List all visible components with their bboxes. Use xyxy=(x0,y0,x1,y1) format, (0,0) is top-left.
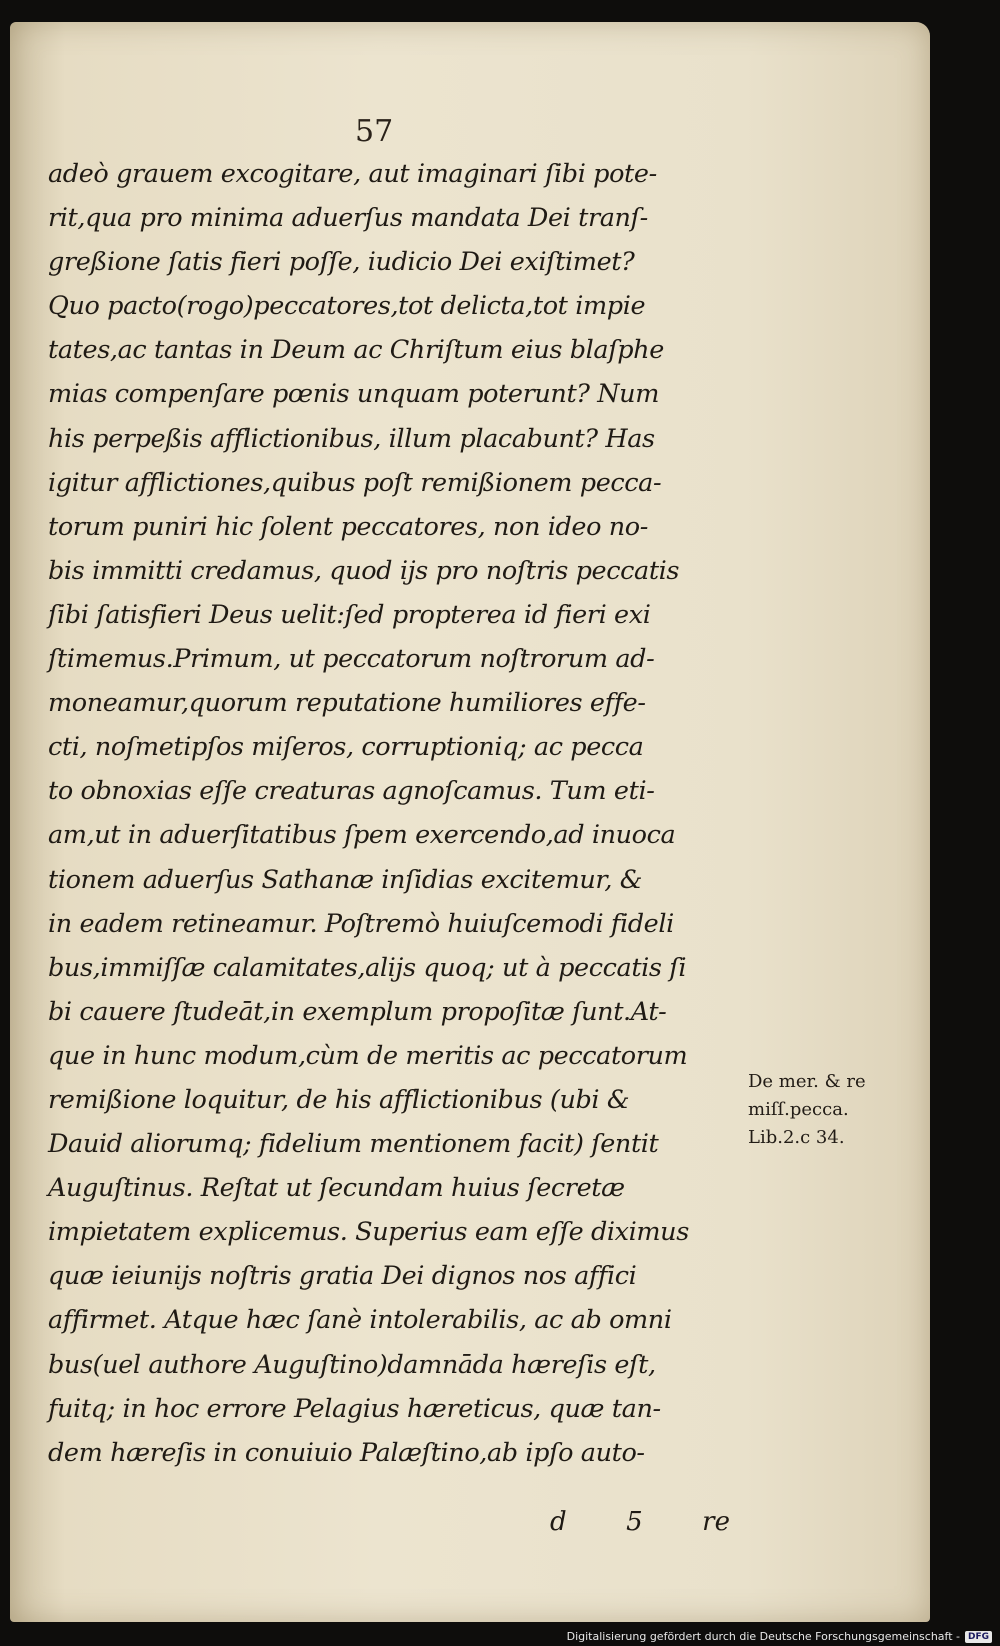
text-line: ſibi ſatisfieri Deus uelit:ſed propterea id fieri exi xyxy=(48,599,651,630)
text-line: tionem aduerſus Sathanæ inſidias excitemur, & xyxy=(48,864,643,895)
margin-note-line: miſſ.pecca. xyxy=(748,1099,849,1120)
text-line: to obnoxias eſſe creaturas agnoſcamus. Tum eti- xyxy=(48,776,655,807)
text-line: que in hunc modum,cùm de meritis ac peccatorum xyxy=(48,1040,688,1071)
text-line: greßione ſatis fieri poſſe, iudicio Dei exiſtimet? xyxy=(48,247,635,278)
body-text xyxy=(48,152,728,1475)
text-line: bus,immiſſæ calamitates,alijs quoq; ut à peccatis ſi xyxy=(48,952,687,983)
text-line: rit,qua pro minima aduerſus mandata Dei tranſ- xyxy=(48,203,648,234)
page-number: 57 xyxy=(355,114,394,149)
text-line: moneamur,quorum reputatione humiliores effe- xyxy=(48,688,646,719)
text-line: Dauid aliorumq; fidelium mentionem facit) ſentit xyxy=(48,1129,659,1160)
catchwords xyxy=(550,1507,730,1537)
text-line: Auguſtinus. Reſtat ut ſecundam huius ſecretæ xyxy=(48,1173,625,1204)
footer-text: Digitalisierung gefördert durch die Deutsche Forschungsgemeinschaft - xyxy=(566,1630,960,1643)
margin-note xyxy=(748,1068,866,1152)
book-page xyxy=(10,22,930,1622)
signature-number: 5 xyxy=(626,1507,643,1537)
text-line: adeò grauem excogitare, aut imaginari ſibi pote- xyxy=(48,159,657,189)
dfg-logo: DFG xyxy=(965,1631,992,1643)
text-line: mias compenſare pœnis unquam poterunt? Num xyxy=(48,379,659,410)
text-line: tates,ac tantas in Deum ac Chriſtum eius blaſphe xyxy=(48,335,664,366)
text-line: bus(uel authore Auguſtino)damnāda hæreſis eſt, xyxy=(48,1349,656,1380)
text-line: his perpeßis afflictionibus, illum placabunt? Has xyxy=(48,423,655,454)
text-line: impietatem explicemus. Superius eam eſſe diximus xyxy=(48,1217,689,1248)
text-line: igitur afflictiones,quibus poſt remißionem pecca- xyxy=(48,467,662,498)
text-line: fuitq; in hoc errore Pelagius hæreticus, quæ tan- xyxy=(48,1393,661,1424)
text-line: Quo pacto(rogo)peccatores,tot delicta,tot impie xyxy=(48,291,646,322)
text-line: in eadem retineamur. Poſtremò huiuſcemodi fideli xyxy=(48,908,674,939)
text-line: remißione loquitur, de his afflictionibus (ubi & xyxy=(48,1084,630,1115)
text-line: quæ ieiunijs noſtris gratia Dei dignos nos affici xyxy=(48,1261,637,1292)
signature-mark: d xyxy=(550,1507,567,1537)
text-line: dem hæreſis in conuiuio Palæſtino,ab ipſo auto- xyxy=(48,1437,645,1468)
margin-note-line: Lib.2.c 34. xyxy=(748,1127,845,1148)
text-line: ſtimemus.Primum, ut peccatorum noſtrorum ad- xyxy=(48,644,655,675)
text-line: am,ut in aduerſitatibus ſpem exercendo,ad inuoca xyxy=(48,820,676,851)
text-line: bis immitti credamus, quod ijs pro noſtris peccatis xyxy=(48,555,680,586)
text-line: bi cauere ſtudeāt,in exemplum propoſitæ ſunt.At- xyxy=(48,996,667,1027)
footer-credit xyxy=(567,1630,992,1643)
margin-note-line: De mer. & re xyxy=(748,1071,866,1092)
catchword: re xyxy=(702,1507,730,1537)
text-line: torum puniri hic ſolent peccatores, non ideo no- xyxy=(48,511,648,542)
text-line: affirmet. Atque hæc ſanè intolerabilis, ac ab omni xyxy=(48,1305,672,1336)
text-line: cti, noſmetipſos miſeros, corruptioniq; ac pecca xyxy=(48,732,644,763)
